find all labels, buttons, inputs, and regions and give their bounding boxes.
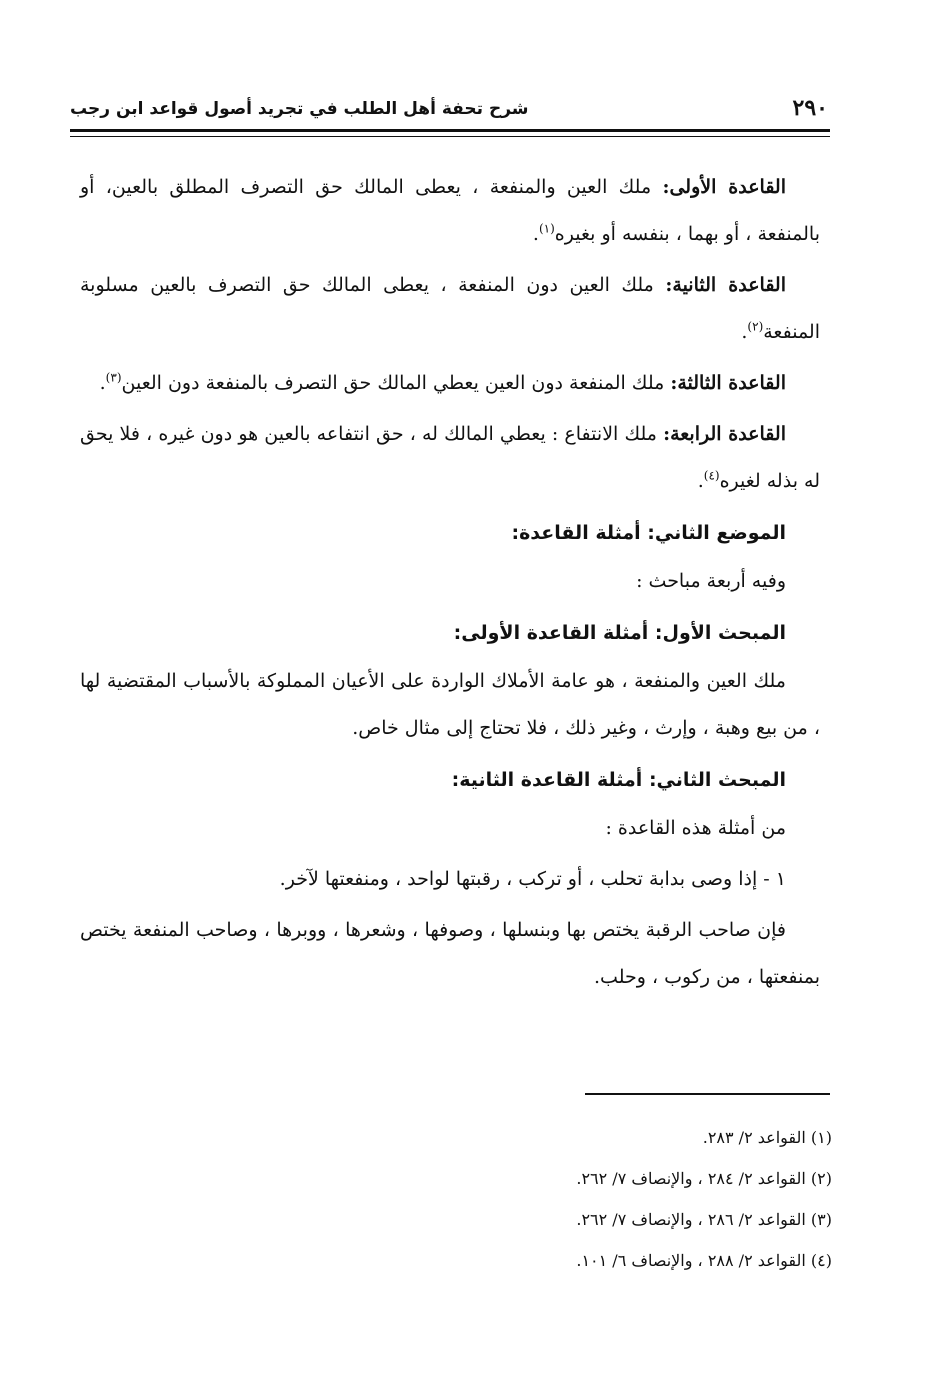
footnote: (١) القواعد ٢/ ٢٨٣. [702,1128,832,1147]
paragraph-rule-three [80,360,820,407]
paragraph-rule-four [80,411,820,505]
rule-term: القاعدة الثالثة: [670,372,786,394]
paragraph-end: . [697,470,704,492]
page-header [70,93,828,127]
paragraph: من أمثلة هذه القاعدة : [605,817,786,839]
paragraph-text: ملك العين والمنفعة ، يعطى المالك حق التصرف المطلق بالعين، أو بالمنفعة ، أو بهما ، بنفسه أو بغيره [80,176,820,245]
main-text [80,164,820,1005]
paragraph: ١ - إذا وصى بدابة تحلب ، أو تركب ، رقبتها لواحد ، ومنفعتها لآخر. [279,868,786,890]
header-rule-thin [70,136,830,137]
footnotes [80,1117,832,1281]
rule-term: القاعدة الأولى: [662,176,786,198]
section-heading: الموضع الثاني: أمثلة القاعدة: [511,522,786,544]
subsection-heading: المبحث الثاني: أمثلة القاعدة الثانية: [451,769,786,791]
footnote: (٤) القواعد ٢/ ٢٨٨ ، والإنصاف ٦/ ١٠١. [576,1251,832,1270]
footnote-separator [585,1093,830,1095]
footnote-ref: (١) [538,221,555,236]
running-title: شرح تحفة أهل الطلب في تجريد أصول قواعد ابن رجب [70,99,529,119]
footnote-ref: (٢) [747,319,764,334]
paragraph-text: ملك الانتفاع : يعطي المالك له ، حق انتفاعه بالعين هو دون غيره ، فلا يحق له بذله لغيره [80,423,820,492]
rule-term: القاعدة الرابعة: [663,423,786,445]
footnote: (٣) القواعد ٢/ ٢٨٦ ، والإنصاف ٧/ ٢٦٢. [576,1210,832,1229]
paragraph-end: . [532,223,539,245]
footnote-ref: (٤) [703,468,720,483]
footnote: (٢) القواعد ٢/ ٢٨٤ ، والإنصاف ٧/ ٢٦٢. [576,1169,832,1188]
header-rule-thick [70,129,830,132]
footnote-ref: (٣) [105,370,122,385]
paragraph: ملك العين والمنفعة ، هو عامة الأملاك الواردة على الأعيان المملوكة بالأسباب المقتضية لها ، من بيع وهبة ، وإرث ، وغير ذلك ، فلا تحتاج إلى مثال خاص. [80,670,820,739]
paragraph-rule-one [80,164,820,258]
page-number: ٢٩٠ [792,95,828,121]
paragraph-end: . [99,372,106,394]
paragraph-end: . [741,321,748,343]
paragraph-text: ملك العين دون المنفعة ، يعطى المالك حق التصرف بالعين مسلوبة المنفعة [80,274,820,343]
paragraph: وفيه أربعة مباحث : [636,570,786,592]
paragraph-rule-two [80,262,820,356]
rule-term: القاعدة الثانية: [665,274,786,296]
paragraph: فإن صاحب الرقبة يختص بها وبنسلها ، وصوفها ، وشعرها ، ووبرها ، وصاحب المنفعة يختص بمنفعتها ، من ركوب ، وحلب. [80,919,820,988]
paragraph-text: ملك المنفعة دون العين يعطي المالك حق التصرف بالمنفعة دون العين [121,372,671,394]
subsection-heading: المبحث الأول: أمثلة القاعدة الأولى: [453,622,786,644]
